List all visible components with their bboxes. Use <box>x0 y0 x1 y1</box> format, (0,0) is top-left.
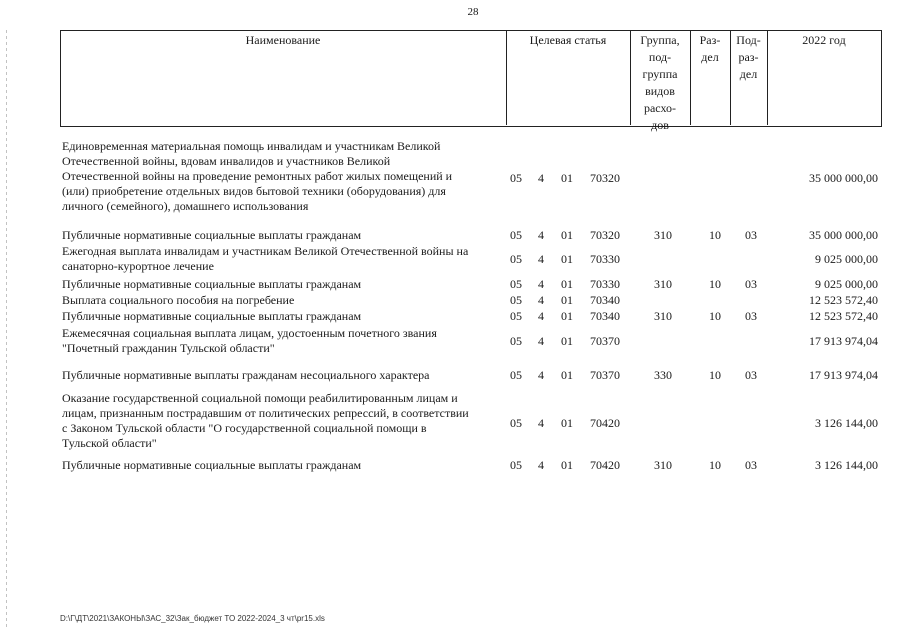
cell-sum: 12 523 572,40 <box>809 309 878 323</box>
cell-program: 05 <box>510 252 522 266</box>
cell-direction: 70370 <box>590 368 620 382</box>
cell-sum: 3 126 144,00 <box>815 416 878 430</box>
cell-program: 05 <box>510 171 522 185</box>
cell-sum: 17 913 974,04 <box>809 368 878 382</box>
page-number: 28 <box>467 6 479 18</box>
cell-direction: 70420 <box>590 458 620 472</box>
row-name: Единовременная материальная помощь инвалидам и участникам Великой Отечественной войны, вдовам инвалидов и участников Великой Отечественной войны на проведение ремонтных работ жилых помещений и (или) приобретение отдельных видов бытовой техники (оборудования) для личного (семейного), домашнего использования <box>62 139 453 213</box>
cell-sum: 35 000 000,00 <box>809 228 878 242</box>
cell-subprogram: 4 <box>538 293 544 307</box>
cell-direction: 70320 <box>590 228 620 242</box>
header-target-article: Целевая статья <box>529 33 607 47</box>
row-name: Оказание государственной социальной помощи реабилитированным лицам и лицам, признанным пострадавшим от политических репрессий, в соответствии с Законом Тульской области "О государственной социальной помощи в Тульской области" <box>62 391 469 450</box>
cell-subsection: 03 <box>745 309 757 323</box>
cell-main-activity: 01 <box>561 334 573 348</box>
cell-subprogram: 4 <box>538 458 544 472</box>
cell-direction: 70370 <box>590 334 620 348</box>
cell-main-activity: 01 <box>561 252 573 266</box>
row-name: Ежегодная выплата инвалидам и участникам Великой Отечественной войны на санаторно-курортное лечение <box>62 244 469 273</box>
cell-group: 310 <box>654 458 672 472</box>
cell-program: 05 <box>510 368 522 382</box>
cell-main-activity: 01 <box>561 171 573 185</box>
cell-sum: 17 913 974,04 <box>809 334 878 348</box>
cell-direction: 70330 <box>590 252 620 266</box>
row-name: Публичные нормативные выплаты гражданам несоциального характера <box>62 368 430 382</box>
cell-direction: 70420 <box>590 416 620 430</box>
row-name: Публичные нормативные социальные выплаты гражданам <box>62 458 362 472</box>
cell-direction: 70320 <box>590 171 620 185</box>
cell-program: 05 <box>510 458 522 472</box>
header-section: Раз- дел <box>699 33 721 64</box>
cell-main-activity: 01 <box>561 368 573 382</box>
cell-section: 10 <box>709 458 721 472</box>
cell-section: 10 <box>709 309 721 323</box>
cell-subsection: 03 <box>745 277 757 291</box>
cell-section: 10 <box>709 368 721 382</box>
table-header <box>60 26 882 132</box>
cell-group: 310 <box>654 309 672 323</box>
cell-subprogram: 4 <box>538 309 544 323</box>
header-group: Группа, под- группа видов расхо- дов <box>640 33 680 132</box>
cell-subsection: 03 <box>745 458 757 472</box>
cell-program: 05 <box>510 334 522 348</box>
cell-main-activity: 01 <box>561 309 573 323</box>
cell-program: 05 <box>510 309 522 323</box>
cell-subprogram: 4 <box>538 277 544 291</box>
cell-main-activity: 01 <box>561 277 573 291</box>
cell-direction: 70340 <box>590 309 620 323</box>
cell-sum: 35 000 000,00 <box>809 171 878 185</box>
cell-section: 10 <box>709 228 721 242</box>
cell-section: 10 <box>709 277 721 291</box>
cell-subprogram: 4 <box>538 252 544 266</box>
file-path-footer: D:\Г\ДТ\2021\ЗАКОНЫ\ЗАС_32\Зак_бюджет ТО 2022-2024_3 чт\pr15.xls <box>60 614 325 623</box>
cell-direction: 70340 <box>590 293 620 307</box>
header-name: Наименование <box>245 33 321 47</box>
cell-group: 330 <box>654 368 672 382</box>
cell-program: 05 <box>510 293 522 307</box>
row-name: Публичные нормативные социальные выплаты гражданам <box>62 309 362 323</box>
cell-subprogram: 4 <box>538 416 544 430</box>
cell-subprogram: 4 <box>538 334 544 348</box>
cell-subsection: 03 <box>745 368 757 382</box>
cell-sum: 3 126 144,00 <box>815 458 878 472</box>
cell-program: 05 <box>510 277 522 291</box>
cell-program: 05 <box>510 416 522 430</box>
cell-group: 310 <box>654 277 672 291</box>
header-year: 2022 год <box>802 33 846 47</box>
row-name: Выплата социального пособия на погребение <box>62 293 295 307</box>
cell-sum: 12 523 572,40 <box>809 293 878 307</box>
cell-main-activity: 01 <box>561 458 573 472</box>
scan-margin-marks <box>6 30 7 630</box>
row-name: Публичные нормативные социальные выплаты гражданам <box>62 277 362 291</box>
row-name: Ежемесячная социальная выплата лицам, удостоенным почетного звания "Почетный гражданин Тульской области" <box>62 326 437 355</box>
cell-sum: 9 025 000,00 <box>815 277 878 291</box>
cell-main-activity: 01 <box>561 228 573 242</box>
cell-main-activity: 01 <box>561 416 573 430</box>
cell-group: 310 <box>654 228 672 242</box>
cell-program: 05 <box>510 228 522 242</box>
cell-subprogram: 4 <box>538 171 544 185</box>
cell-sum: 9 025 000,00 <box>815 252 878 266</box>
row-name: Публичные нормативные социальные выплаты гражданам <box>62 228 362 242</box>
cell-subprogram: 4 <box>538 368 544 382</box>
header-subsection: Под- раз- дел <box>736 33 761 81</box>
cell-subprogram: 4 <box>538 228 544 242</box>
cell-subsection: 03 <box>745 228 757 242</box>
cell-direction: 70330 <box>590 277 620 291</box>
cell-main-activity: 01 <box>561 293 573 307</box>
